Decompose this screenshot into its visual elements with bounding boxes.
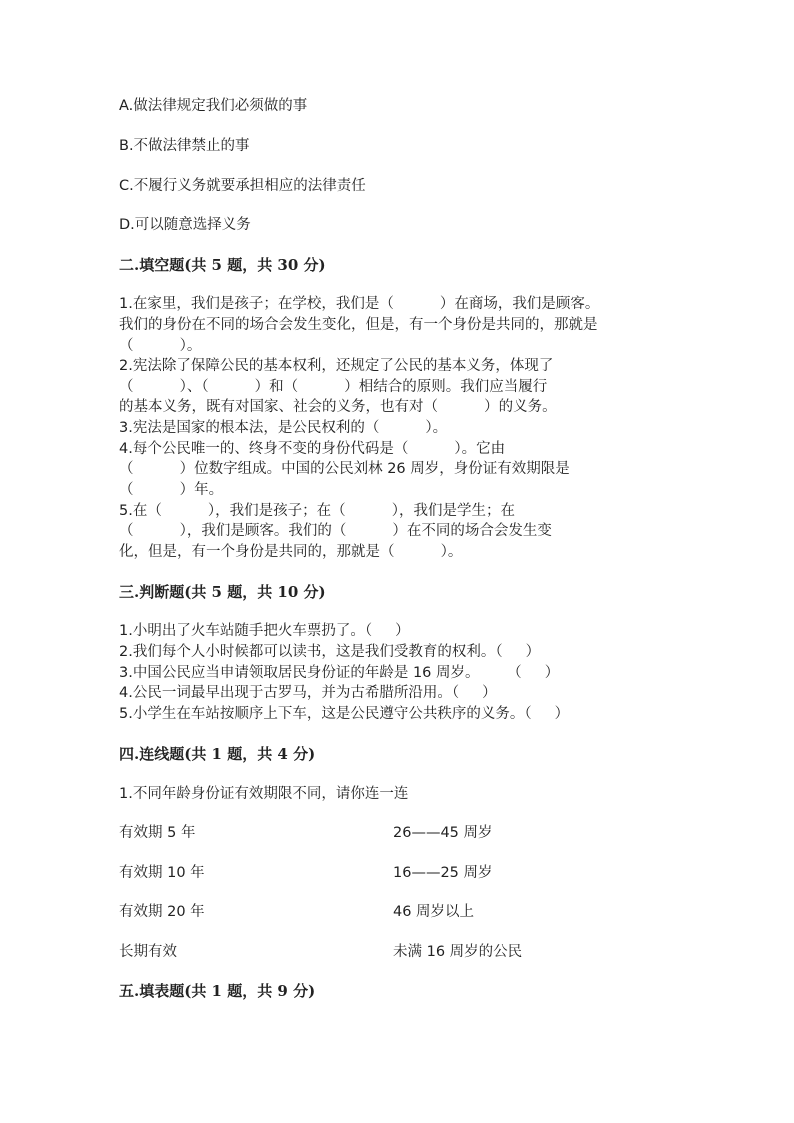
fill-blank-line: 我们的身份在不同的场合会发生变化，但是，有一个身份是共同的，那就是 [119,317,598,333]
option-d: D.可以随意选择义务 [119,217,251,233]
fill-blank-line: （ ）。 [119,338,202,354]
fill-blank-line: 3.宪法是国家的根本法，是公民权利的（ ）。 [119,420,448,436]
matching-question: 1.不同年龄身份证有效期限不同，请你连一连 [119,786,409,802]
fill-blank-line: （ ）位数字组成。中国的公民刘林 26 周岁，身份证有效期限是 [119,461,570,477]
option-c: C.不履行义务就要承担相应的法律责任 [119,178,366,194]
fill-blank-line: 1.在家里，我们是孩子；在学校，我们是（ ）在商场，我们是顾客。 [119,296,600,312]
judgement-item: 2.我们每个人小时候都可以读书，这是我们受教育的权利。（ ） [119,644,541,660]
matching-right-item: 26——45 周岁 [393,825,493,841]
option-b: B.不做法律禁止的事 [119,138,250,154]
judgement-item: 1.小明出了火车站随手把火车票扔了。（ ） [119,623,410,639]
fill-blank-line: 化，但是，有一个身份是共同的，那就是（ ）。 [119,544,463,560]
fill-blank-line: （ ）、（ ）和（ ）相结合的原则。我们应当履行 [119,379,548,395]
judgement-item: 3.中国公民应当申请领取居民身份证的年龄是 16 周岁。 （ ） [119,665,560,681]
fill-blank-line: 4.每个公民唯一的、终身不变的身份代码是（ ）。它由 [119,441,506,457]
fill-blank-line: 2.宪法除了保障公民的基本权利，还规定了公民的基本义务，体现了 [119,358,554,374]
matching-left-item: 有效期 5 年 [119,825,196,841]
fill-blank-line: 5.在（ ），我们是孩子；在（ ），我们是学生；在 [119,503,516,519]
judgement-item: 5.小学生在车站按顺序上下车，这是公民遵守公共秩序的义务。（ ） [119,706,570,722]
fill-blank-line: （ ），我们是顾客。我们的（ ）在不同的场合会发生变 [119,523,552,539]
section-title-fill-blank: 二.填空题(共 5 题，共 30 分) [119,256,326,274]
section-title-table: 五.填表题(共 1 题，共 9 分) [119,982,316,1000]
option-a: A.做法律规定我们必须做的事 [119,98,308,114]
fill-blank-line: （ ）年。 [119,482,224,498]
matching-left-item: 有效期 20 年 [119,904,205,920]
matching-right-item: 未满 16 周岁的公民 [393,944,523,960]
matching-right-item: 16——25 周岁 [393,865,493,881]
section-title-judgement: 三.判断题(共 5 题，共 10 分) [119,583,326,601]
judgement-item: 4.公民一词最早出现于古罗马，并为古希腊所沿用。（ ） [119,685,497,701]
fill-blank-line: 的基本义务，既有对国家、社会的义务，也有对（ ）的义务。 [119,399,557,415]
matching-right-item: 46 周岁以上 [393,904,475,920]
matching-left-item: 长期有效 [119,944,177,960]
section-title-matching: 四.连线题(共 1 题，共 4 分) [119,745,316,763]
matching-left-item: 有效期 10 年 [119,865,205,881]
